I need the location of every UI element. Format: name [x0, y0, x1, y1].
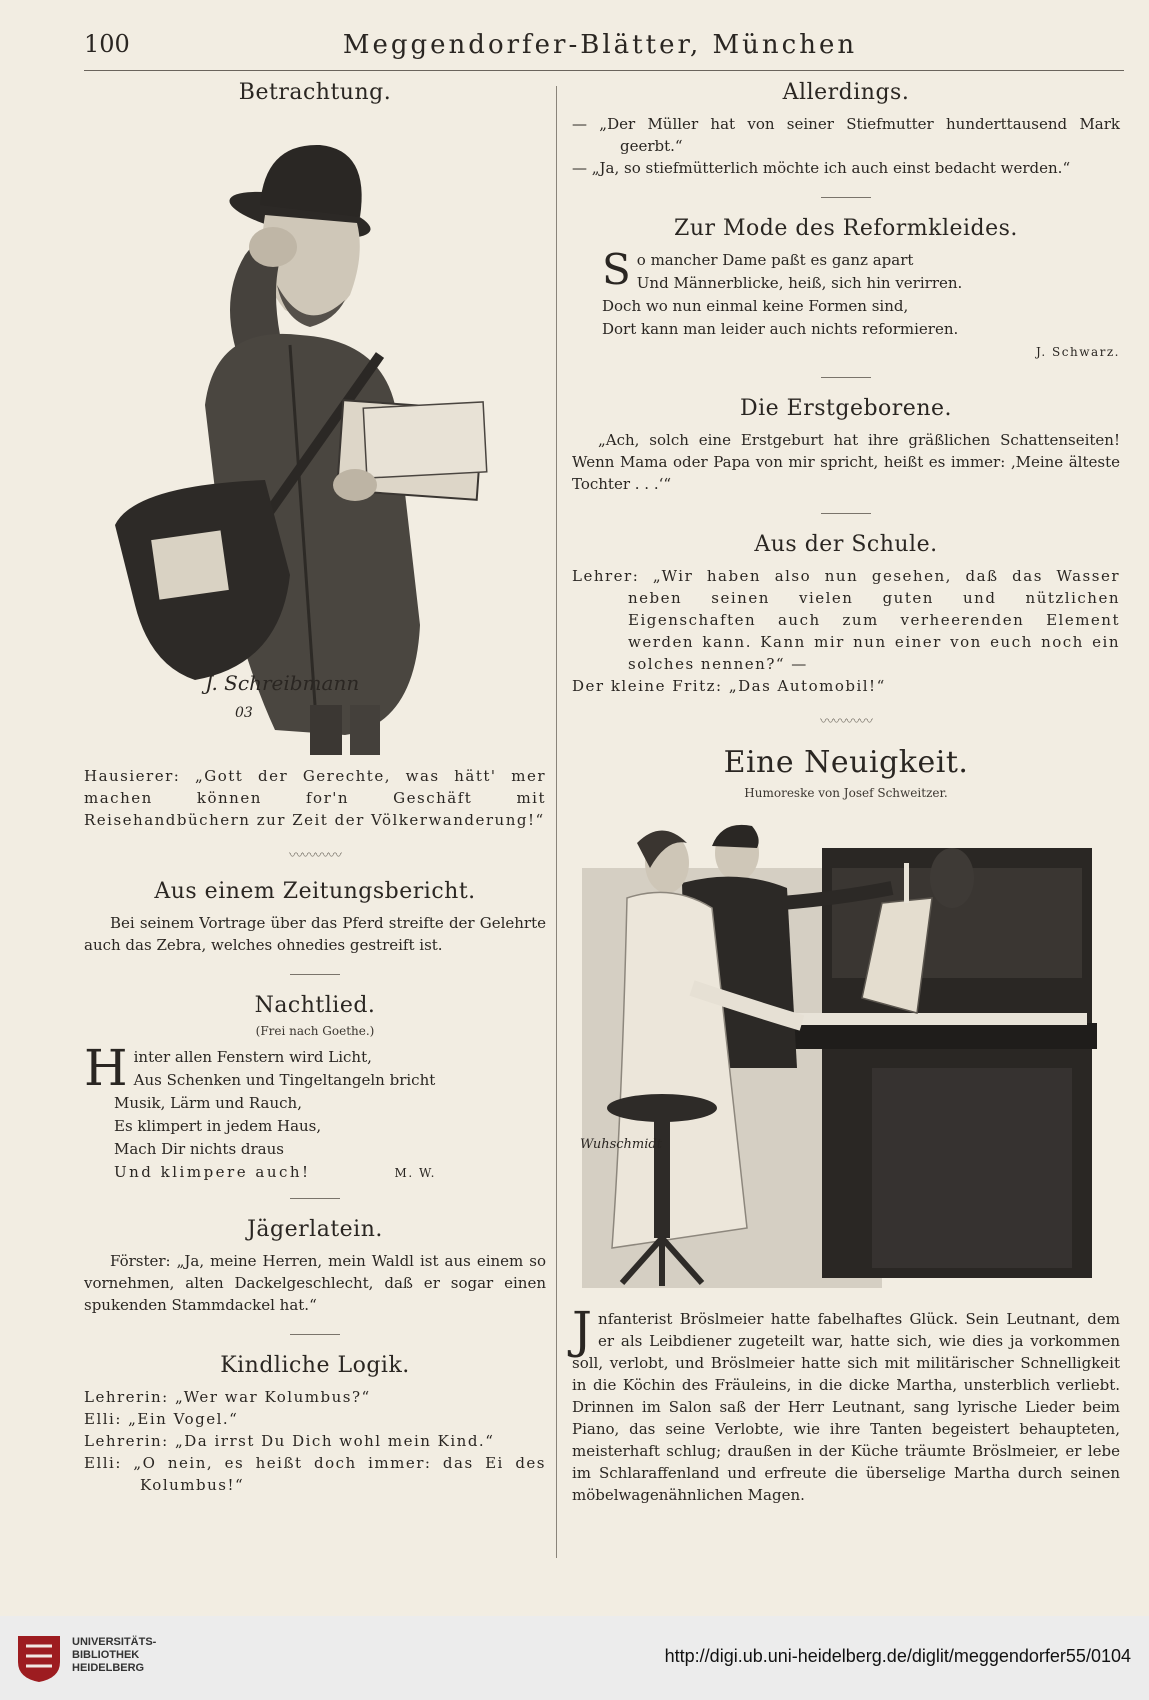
section-divider	[821, 197, 871, 198]
squiggle-divider: 〰〰〰〰	[820, 714, 872, 730]
title-schule: Aus der Schule.	[754, 532, 938, 557]
poem-line: inter allen Fenstern wird Licht,	[133, 1048, 372, 1066]
institution-name	[72, 1636, 156, 1675]
poem-line: Doch wo nun einmal keine Formen sind,	[602, 297, 909, 315]
library-footer	[0, 1616, 1149, 1700]
illustration-signature: J. Schreibmann	[205, 671, 360, 695]
signature-schwarz: J. Schwarz.	[1036, 345, 1120, 359]
title-jaegerlatein: Jägerlatein.	[247, 1217, 383, 1242]
poem-nachtlied	[84, 1039, 546, 1184]
text-zeitungsbericht: Bei seinem Vortrage über das Pferd streifte der Gelehrte auch das Zebra, welches ohnedies gestreift ist.	[84, 914, 546, 954]
signature-mw: M. W.	[394, 1166, 436, 1180]
institution-line: HEIDELBERG	[72, 1662, 145, 1674]
subtitle-nachtlied: (Frei nach Goethe.)	[255, 1024, 375, 1038]
page-number: 100	[84, 30, 130, 58]
running-head	[0, 30, 1149, 66]
section-divider	[290, 1334, 340, 1335]
source-url-link[interactable]: http://digi.ub.uni-heidelberg.de/diglit/meggendorfer55/0104	[664, 1646, 1131, 1666]
right-column	[572, 80, 1120, 1506]
university-seal-icon	[14, 1632, 64, 1684]
illustration-year: 03	[235, 705, 253, 721]
dialog-line: Elli: „O nein, es heißt doch immer: das Ei des Kolumbus!“	[84, 1454, 546, 1494]
dropcap-j: J	[572, 1301, 593, 1359]
section-divider	[821, 377, 871, 378]
title-kindliche-logik: Kindliche Logik.	[220, 1353, 410, 1378]
text-jaegerlatein: Förster: „Ja, meine Herren, mein Waldl ist aus einem so vornehmen, alten Dackelgeschlecht, daß er sogar einen spukenden Stammdackel hat.“	[84, 1252, 546, 1314]
section-divider	[290, 974, 340, 975]
dialog-line: — „Der Müller hat von seiner Stiefmutter hunderttausend Mark geerbt.“	[572, 115, 1120, 155]
poem-reformkleid	[572, 245, 1120, 341]
dialog-line: Der kleine Fritz: „Das Automobil!“	[572, 677, 886, 695]
title-erstgeborene: Die Erstgeborene.	[739, 396, 953, 421]
dialog-line: Lehrerin: „Da irrst Du Dich wohl mein Kind.“	[84, 1432, 495, 1450]
institution-line: UNIVERSITÄTS-	[72, 1636, 157, 1648]
squiggle-divider: 〰〰〰〰	[289, 848, 341, 864]
dialog-line: Lehrer: „Wir haben also nun gesehen, daß das Wasser neben seinen vielen guten und nützlichen Eigenschaften auch zum verheerenden Element werden kann. Kann mir nun einer von euch noch ein solches nennen?“ —	[572, 567, 1120, 673]
piano-illustration	[572, 808, 1120, 1298]
peddler-illustration	[95, 105, 535, 765]
poem-line: Es klimpert in jedem Haus,	[114, 1117, 322, 1135]
dropcap-s: S	[602, 245, 631, 294]
masthead: Meggendorfer-Blätter, München	[342, 30, 858, 60]
subtitle-neuigkeit: Humoreske von Josef Schweitzer.	[744, 786, 948, 800]
story-text: nfanterist Bröslmeier hatte fabelhaftes Glück. Sein Leutnant, dem er als Leibdiener zugeteilt war, hatte sich, wie dies ja vorkommen soll, verlobt, und Bröslmeier hatte sich mit militärischer Schnelligkeit in die Köchin des Fräuleins, in die dicke Martha, unsterblich verliebt. Drinnen im Salon saß der Herr Leutnant, sang lyrische Lieder beim Piano, das seine Verlobte, wie ihre Tanten begeistert behaupteten, meisterhaft schlug; draußen in der Küche träumte Bröslmeier, er lebe im Schlaraffenland und erfreute die überselige Martha durch seinen möbelwagenähnlichen Magen.	[572, 1310, 1120, 1504]
title-neuigkeit: Eine Neuigkeit.	[723, 745, 969, 780]
dialog-line: Lehrerin: „Wer war Kolumbus?“	[84, 1388, 371, 1406]
header-rule	[84, 70, 1124, 71]
institution-line: BIBLIOTHEK	[72, 1649, 140, 1661]
caption-hausierer: Hausierer: „Gott der Gerechte, was hätt' mer machen können for'n Geschäft mit Reisehandbüchern zur Zeit der Völkerwanderung!“	[84, 767, 546, 829]
dialog-line: — „Ja, so stiefmütterlich möchte ich auch einst bedacht werden.“	[572, 159, 1071, 177]
poem-line: Musik, Lärm und Rauch,	[114, 1094, 302, 1112]
poem-line: Und klimpere auch!	[114, 1163, 311, 1181]
text-erstgeborene: „Ach, solch eine Erstgeburt hat ihre gräßlichen Schattenseiten! Wenn Mama oder Papa von mir spricht, heißt es immer: ‚Meine älteste Tochter . . .‘“	[572, 431, 1120, 493]
title-nachtlied: Nachtlied.	[254, 993, 376, 1018]
column-rule	[556, 86, 557, 1558]
poem-line: o mancher Dame paßt es ganz apart	[636, 251, 914, 269]
dropcap-h: H	[84, 1039, 128, 1097]
section-divider	[290, 1198, 340, 1199]
title-betrachtung: Betrachtung.	[238, 80, 392, 105]
poem-line: Mach Dir nichts draus	[114, 1140, 284, 1158]
section-divider	[821, 513, 871, 514]
dialog-line: Elli: „Ein Vogel.“	[84, 1410, 239, 1428]
poem-line: Dort kann man leider auch nichts reformieren.	[602, 320, 959, 338]
title-reformkleid: Zur Mode des Reformkleides.	[674, 216, 1018, 241]
title-zeitungsbericht: Aus einem Zeitungsbericht.	[154, 879, 476, 904]
text-neuigkeit	[572, 1301, 1120, 1506]
poem-line: Und Männerblicke, heiß, sich hin verirren.	[636, 274, 963, 292]
poem-line: Aus Schenken und Tingeltangeln bricht	[133, 1071, 436, 1089]
title-allerdings: Allerdings.	[782, 80, 910, 105]
left-column	[84, 80, 546, 1496]
illustrator-signature: Wuhschmidt	[580, 1137, 662, 1152]
